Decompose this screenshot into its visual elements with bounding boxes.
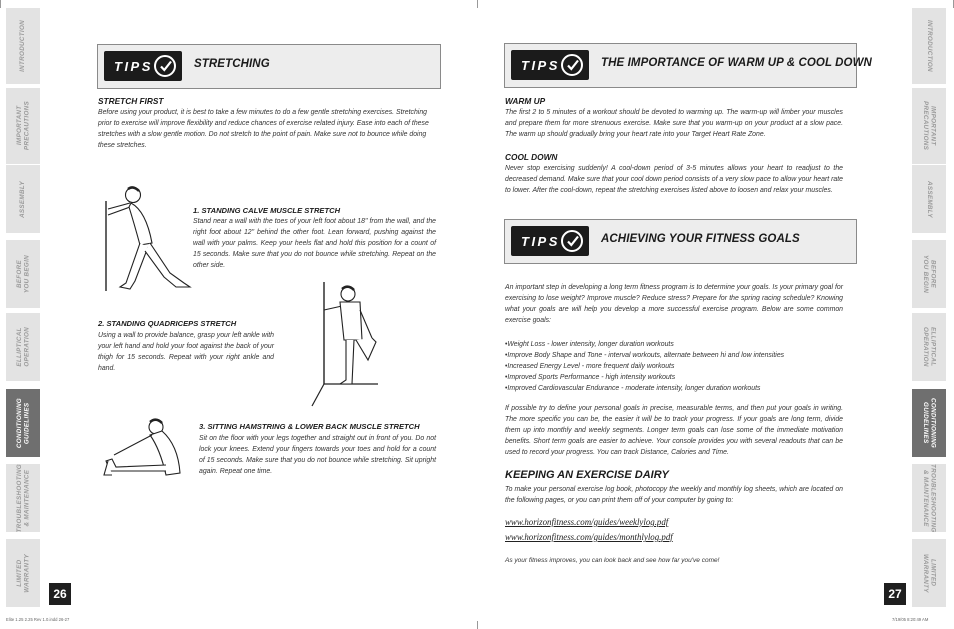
side-tab-before-you-begin[interactable]: [912, 240, 946, 308]
side-tab-important-precautions[interactable]: [912, 88, 946, 164]
list-item: • Improve Body Shape and Tone - interval workouts, alternate between hi and low intensities: [505, 350, 784, 361]
page-number: 26: [49, 583, 71, 605]
tab-label: BEFORE YOU BEGIN: [15, 254, 30, 294]
tab-label: LIMITED WARRANTY: [922, 553, 937, 593]
crop-mark: [477, 621, 478, 629]
tips-title: STRETCHING: [194, 58, 270, 70]
list-item: • Improved Sports Performance - high intensity workouts: [505, 372, 784, 383]
tab-label: CONDITIONING GUIDELINES: [15, 397, 30, 449]
hamstring-stretch-illustration: [100, 415, 188, 483]
stretch-first-text: Before using your product, it is best to take a few minutes to do a few gentle stretching exercises. Stretching prior to exercise will improve flexibility and reduce chances of exercise related injury. Ease into each of these stretches with a slow gentle motion. Do not stretch to the point of pain. Make sure not to bounce while doing these stretches.: [98, 109, 429, 149]
weekly-log-link[interactable]: www.horizonfitness.com/guides/weeklylog.pdf: [505, 517, 669, 527]
tab-label: LIMITED WARRANTY: [15, 553, 30, 593]
calve-stretch-heading: 1. STANDING CALVE MUSCLE STRETCH: [193, 206, 341, 215]
checkmark-circle-icon: [154, 55, 176, 77]
side-tab-conditioning-guidelines[interactable]: [6, 389, 40, 457]
tips-title: THE IMPORTANCE OF WARM UP & COOL DOWN: [601, 57, 872, 69]
side-tab-assembly[interactable]: [6, 165, 40, 233]
side-tab-limited-warranty[interactable]: [6, 539, 40, 607]
tab-label: ASSEMBLY: [925, 180, 933, 218]
tab-label: IMPORTANT PRECAUTIONS: [15, 101, 30, 151]
tips-label: TIPS: [114, 58, 153, 74]
tips-box-fitness-goals: [504, 219, 857, 264]
side-tab-elliptical-operation[interactable]: [6, 313, 40, 381]
tips-label: TIPS: [521, 57, 560, 73]
side-tab-before-you-begin[interactable]: [6, 240, 40, 308]
tab-label: ASSEMBLY: [19, 180, 27, 218]
tab-label: TROUBLESHOOTING & MAINTENANCE: [922, 463, 937, 533]
crop-mark: [477, 0, 478, 8]
hamstring-stretch-heading: 3. SITTING HAMSTRING & LOWER BACK MUSCLE STRETCH: [199, 422, 420, 431]
tips-box-stretching: [97, 44, 441, 89]
cool-down-text: Never stop exercising suddenly! A cool-down period of 3-5 minutes allows your heart to readjust to the decreased demand. Make sure that your cool down period consists of a very slow pace to allow your heart rate to lower. After the cool-down, repeat the stretching exercises listed above to loosen and relax your muscles.: [505, 165, 843, 194]
hamstring-stretch-text: Sit on the floor with your legs together and straight out in front of you. Do not lock your knees. Extend your fingers towards your toes and hold for a count of 15 seconds. Make sure that you do not bounce while stretching. Sit upright again. Repeat one time.: [199, 435, 436, 475]
tab-label: ELLIPTICAL OPERATION: [922, 327, 937, 367]
calve-stretch-text: Stand near a wall with the toes of your left foot about 18" from the wall, and the right foot about 12" behind the other foot. Lean forward, pushing against the wall with your palms. Keep your heels flat and hold this position for a count of 15 seconds. Make sure that you do not bounce while stretching. Repeat on the other side.: [193, 218, 436, 269]
closing-text: As your fitness improves, you can look back and see how far you've come!: [505, 557, 720, 564]
tab-label: BEFORE YOU BEGIN: [922, 254, 937, 294]
tips-badge: [104, 51, 182, 81]
checkmark-circle-icon: [561, 230, 583, 252]
side-tab-important-precautions[interactable]: [6, 88, 40, 164]
calve-stretch-illustration: [100, 183, 195, 295]
cool-down-heading: COOL DOWN: [505, 152, 558, 162]
stretch-first-heading: STRETCH FIRST: [98, 96, 164, 106]
crop-mark: [0, 0, 1, 8]
tips-badge: [511, 226, 589, 256]
exercise-diary-text: To make your personal exercise log book, photocopy the weekly and monthly log sheets, which are located on the following pages, or you can print them off of your computer by going to:: [505, 486, 843, 504]
tips-label: TIPS: [521, 233, 560, 249]
goals-intro-text: An important step in developing a long term fitness program is to determine your goals. Is your primary goal for exercising to lose weight? Improve muscle? Reduce stress? Prepare for the spring racing schedule? Knowing what your goals are will help you develop a more successful exercise program. Below are some common exercise goals:: [505, 284, 843, 324]
tab-label: INTRODUCTION: [925, 20, 933, 72]
side-tab-assembly[interactable]: [912, 165, 946, 233]
side-tab-conditioning-guidelines[interactable]: [912, 389, 946, 457]
tips-box-warm-up: [504, 43, 872, 88]
side-tab-introduction[interactable]: [6, 8, 40, 84]
list-item: • Improved Cardiovascular Endurance - moderate intensity, longer duration workouts: [505, 383, 784, 394]
tab-label: INTRODUCTION: [19, 20, 27, 72]
goals-list: [505, 339, 784, 394]
tab-label: TROUBLESHOOTING & MAINTENANCE: [15, 463, 30, 533]
list-item: • Weight Loss - lower intensity, longer duration workouts: [505, 339, 784, 350]
tips-title: ACHIEVING YOUR FITNESS GOALS: [601, 233, 800, 245]
warm-up-heading: WARM UP: [505, 96, 546, 106]
tips-badge: [511, 50, 589, 80]
side-tab-introduction[interactable]: [912, 8, 946, 84]
list-item: • Increased Energy Level - more frequent daily workouts: [505, 361, 784, 372]
page-number: 27: [884, 583, 906, 605]
side-tab-troubleshooting[interactable]: [6, 464, 40, 532]
side-tab-limited-warranty[interactable]: [912, 539, 946, 607]
goals-outro-text: If possible try to define your personal goals in precise, measurable terms, and then put your goals in writing. The more specific you can be, the easier it will be to track your progress. If your goals are long term, divide them up into monthly and weekly segments. Longer term goals can lose some of the immediate motivation benefits. Short term goals are easier to achieve. Your console provides you with several readouts that can be used to record your progress. You can track Distance, Calories and Time.: [505, 405, 843, 456]
print-footer-left: Elite 1.25 2.25 Rev 1.0.indd 26-27: [6, 617, 70, 622]
tab-label: ELLIPTICAL OPERATION: [15, 327, 30, 367]
warm-up-text: The first 2 to 5 minutes of a workout should be devoted to warming up. The warm-up will limber your muscles and prepare them for more strenuous exercise. Make sure that you warm-up on your product at a slow pace. The warm up should gradually bring your heart rate into your Target Heart Rate Zone.: [505, 109, 843, 138]
monthly-log-link[interactable]: www.horizonfitness.com/guides/monthlylog.pdf: [505, 532, 673, 542]
checkmark-circle-icon: [561, 54, 583, 76]
print-footer-right: 7/19/05 8:20:49 AM: [892, 617, 929, 622]
side-tab-elliptical-operation[interactable]: [912, 313, 946, 381]
exercise-diary-heading: KEEPING AN EXERCISE DAIRY: [505, 469, 669, 481]
tab-label: CONDITIONING GUIDELINES: [922, 397, 937, 449]
quadriceps-stretch-heading: 2. STANDING QUADRICEPS STRETCH: [98, 319, 237, 328]
quadriceps-stretch-illustration: [302, 280, 382, 410]
quadriceps-stretch-text: Using a wall to provide balance, grasp your left ankle with your left hand and hold your foot against the back of your thigh for 15 seconds. Repeat with your right ankle and hand.: [98, 332, 274, 372]
tab-label: IMPORTANT PRECAUTIONS: [922, 101, 937, 151]
side-tab-troubleshooting[interactable]: [912, 464, 946, 532]
